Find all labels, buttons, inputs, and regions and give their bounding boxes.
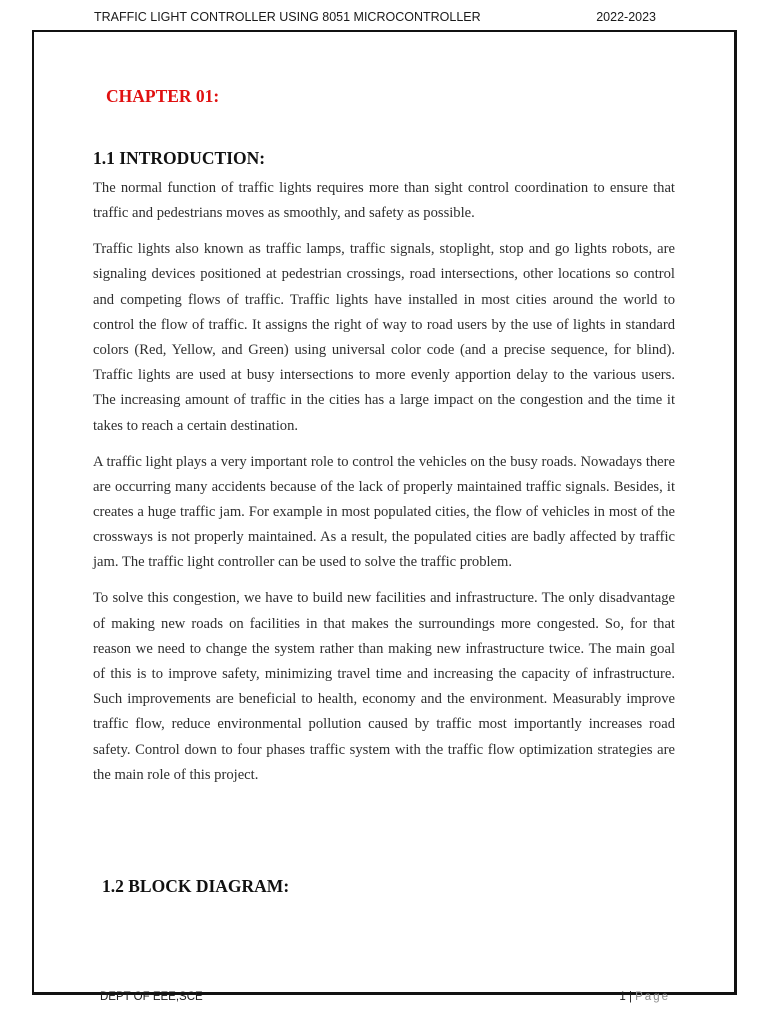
intro-paragraph-4: To solve this congestion, we have to build new facilities and infrastructure. The only disadvantage of making new roads on facilities in that makes the surroundings more congested. So, for that reason we need to change the system rather than making new infrastructure twice. The main goal of this is to improve safety, minimizing travel time and increasing the capacity of infrastructure. Such improvements are beneficial to health, economy and the environment. Measurably improve traffic flow, reduce environmental pollution caused by traffic most importantly increases road safety. Control down to four phases traffic system with the traffic flow optimization strategies are the main role of this project. xyxy=(93,590,675,783)
page-footer xyxy=(100,991,670,1007)
page-word: Page xyxy=(635,991,670,1003)
page-number: 1 xyxy=(619,991,626,1003)
page-header xyxy=(94,10,656,28)
intro-heading: 1.1 INTRODUCTION: xyxy=(93,148,266,168)
footer-page-number xyxy=(619,991,670,1003)
header-title: TRAFFIC LIGHT CONTROLLER USING 8051 MICROCONTROLLER xyxy=(94,10,481,24)
intro-body xyxy=(93,176,675,799)
block-diagram-heading: 1.2 BLOCK DIAGRAM: xyxy=(102,876,290,896)
intro-paragraph-3: A traffic light plays a very important role to control the vehicles on the busy roads. Nowadays there are occurring many accidents because of the lack of properly maintained traffic signals. Besides, it creates a huge traffic jam. For example in most populated cities, the flow of vehicles in most of the crossways is not properly maintained. As a result, the populated cities are badly affected by traffic jam. The traffic light controller can be used to solve the traffic problem. xyxy=(93,453,675,571)
intro-paragraph-1: The normal function of traffic lights requires more than sight control coordination to ensure that traffic and pedestrians moves as smoothly, and safety as possible. xyxy=(93,180,675,222)
footer-dept: DEPT OF EEE,SCE xyxy=(100,991,203,1003)
chapter-heading: CHAPTER 01: xyxy=(106,86,220,106)
intro-paragraph-2: Traffic lights also known as traffic lamps, traffic signals, stoplight, stop and go lights robots, are signaling devices positioned at pedestrian crossings, road intersections, other locations so control and competing flows of traffic. Traffic lights have installed in most cities around the world to control the flow of traffic. It assigns the right of way to road users by the use of lights in standard colors (Red, Yellow, and Green) using universal color code (and a precise sequence, for blind). Traffic lights are used at busy intersections to more evenly apportion delay to the various users. The increasing amount of traffic in the cities has a large impact on the congestion and the time it takes to reach a certain destination. xyxy=(93,241,675,434)
header-year: 2022-2023 xyxy=(596,10,656,24)
page-separator: | xyxy=(628,991,632,1003)
